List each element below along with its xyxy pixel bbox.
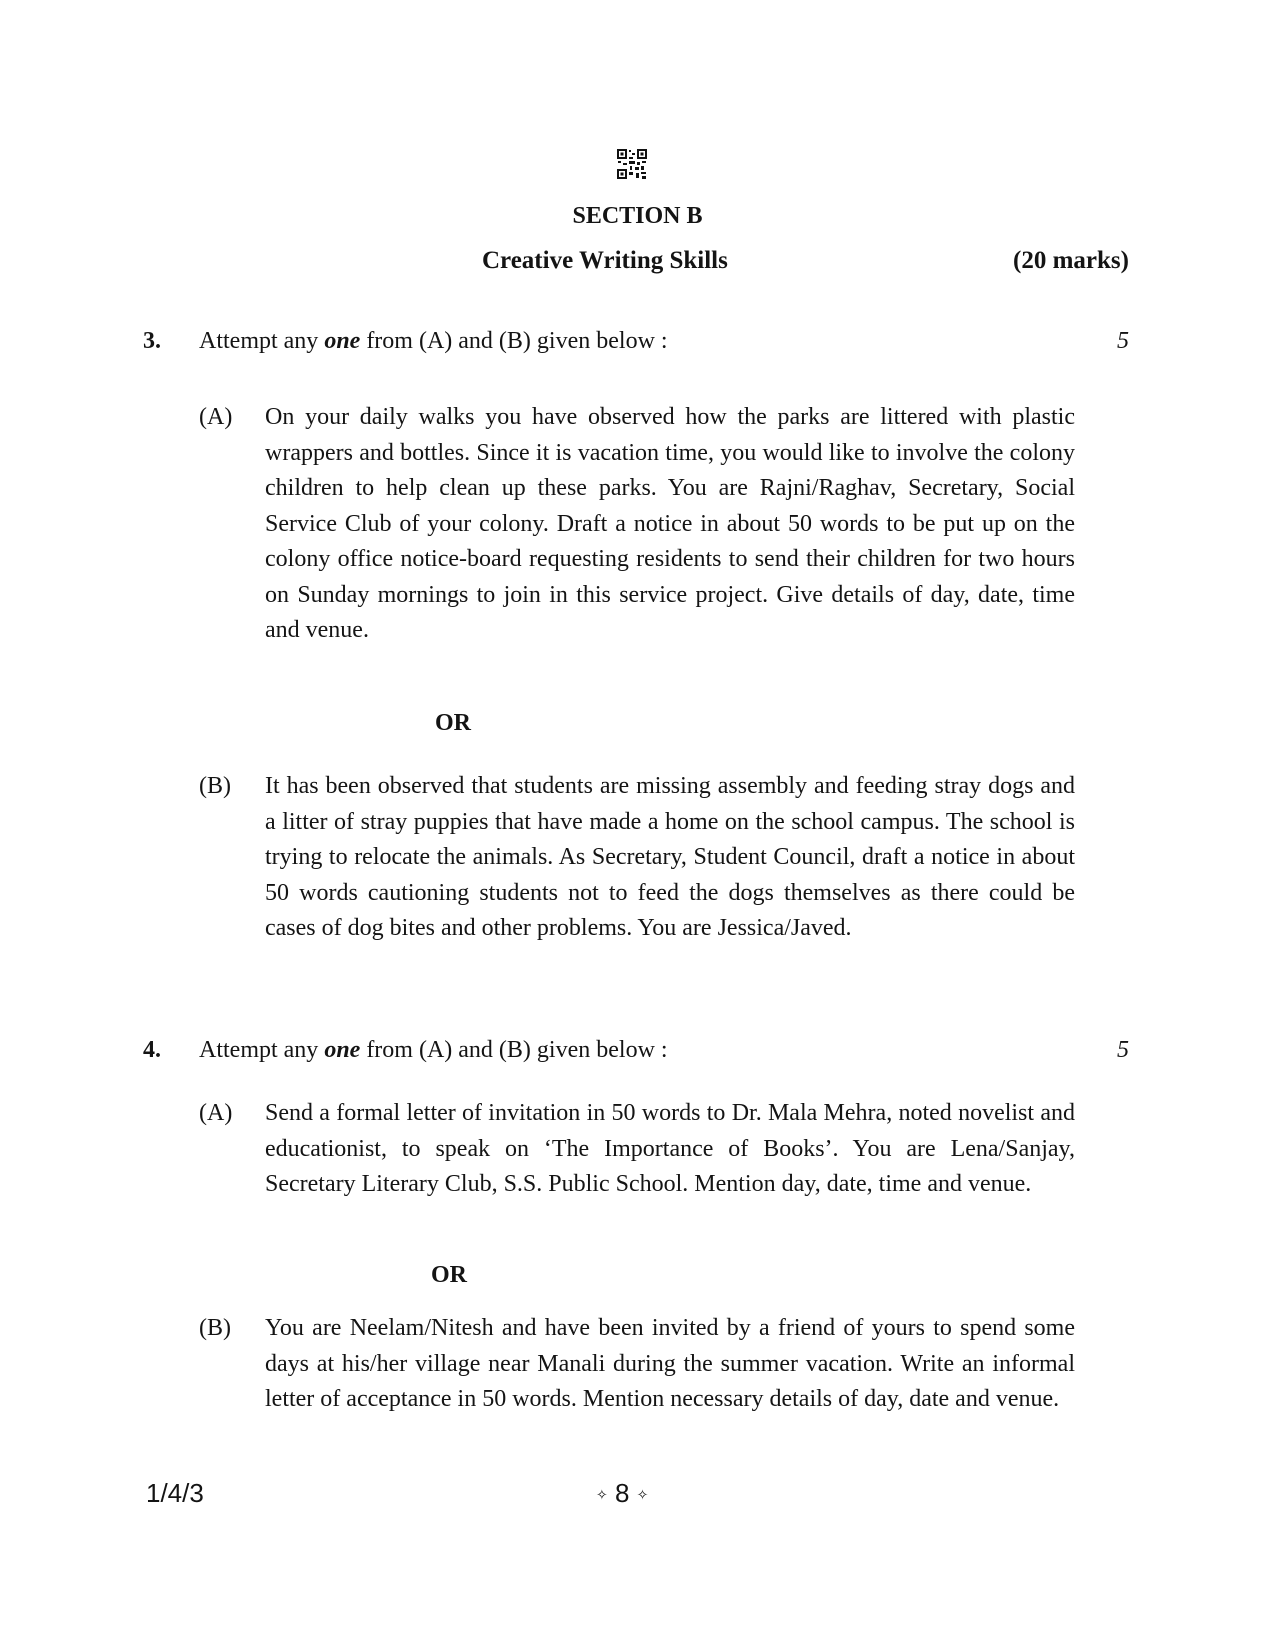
or-separator: OR [435,710,471,736]
option-label: (B) [199,773,231,799]
option-label: (A) [199,404,233,430]
question-marks: 5 [1117,1037,1129,1063]
question-marks: 5 [1117,328,1129,354]
option-label: (A) [199,1100,233,1126]
section-title: SECTION B [572,203,703,229]
emphasis-one: one [324,328,361,354]
page-number: 8 [614,1478,630,1508]
section-subtitle: Creative Writing Skills [482,247,728,274]
option-label: (B) [199,1315,231,1341]
or-separator: OR [431,1262,467,1288]
option-text: On your daily walks you have observed how the parks are littered with plastic wrappers and bottles. Since it is vacation time, you would like to involve the colony children to help clean up these parks. You are Rajni/Raghav, Secretary, Social Service Club of your colony. Draft a notice in about 50 words to be put up on the colony office notice-board requesting residents to send their children for two hours on Sunday mornings to join in this service project. Give details of day, date, time and venue. [265,404,1075,643]
option-text: Send a formal letter of invitation in 50 words to Dr. Mala Mehra, noted novelist and educationist, to speak on ‘The Importance of Books’. You are Lena/Sanjay, Secretary Literary Club, S.S. Public School. Mention day, date, time and venue. [265,1100,1075,1197]
page-number-container [596,1478,648,1509]
paper-code: 1/4/3 [146,1478,204,1508]
ornament-right-icon: ✧ [636,1486,649,1503]
option-text: It has been observed that students are missing assembly and feeding stray dogs and a litter of stray puppies that have made a home on the school campus. The school is trying to relocate the animals. As Secretary, Student Council, draft a notice in about 50 words cautioning students not to feed the dogs themselves as there could be cases of dog bites and other problems. You are Jessica/Javed. [265,773,1075,941]
section-marks: (20 marks) [1013,247,1129,274]
ornament-left-icon: ✧ [596,1486,608,1503]
question-instruction: Attempt any one from (A) and (B) given below : [199,328,668,354]
option-text: You are Neelam/Nitesh and have been invited by a friend of yours to spend some days at his/her village near Manali during the summer vacation. Write an informal letter of acceptance in 50 words. Mention necessary details of day, date and venue. [265,1315,1075,1412]
emphasis-one: one [324,1037,361,1063]
question-number: 3. [143,328,161,354]
question-instruction: Attempt any one from (A) and (B) given below : [199,1037,668,1063]
question-number: 4. [143,1037,161,1063]
qr-code-icon [616,148,648,180]
